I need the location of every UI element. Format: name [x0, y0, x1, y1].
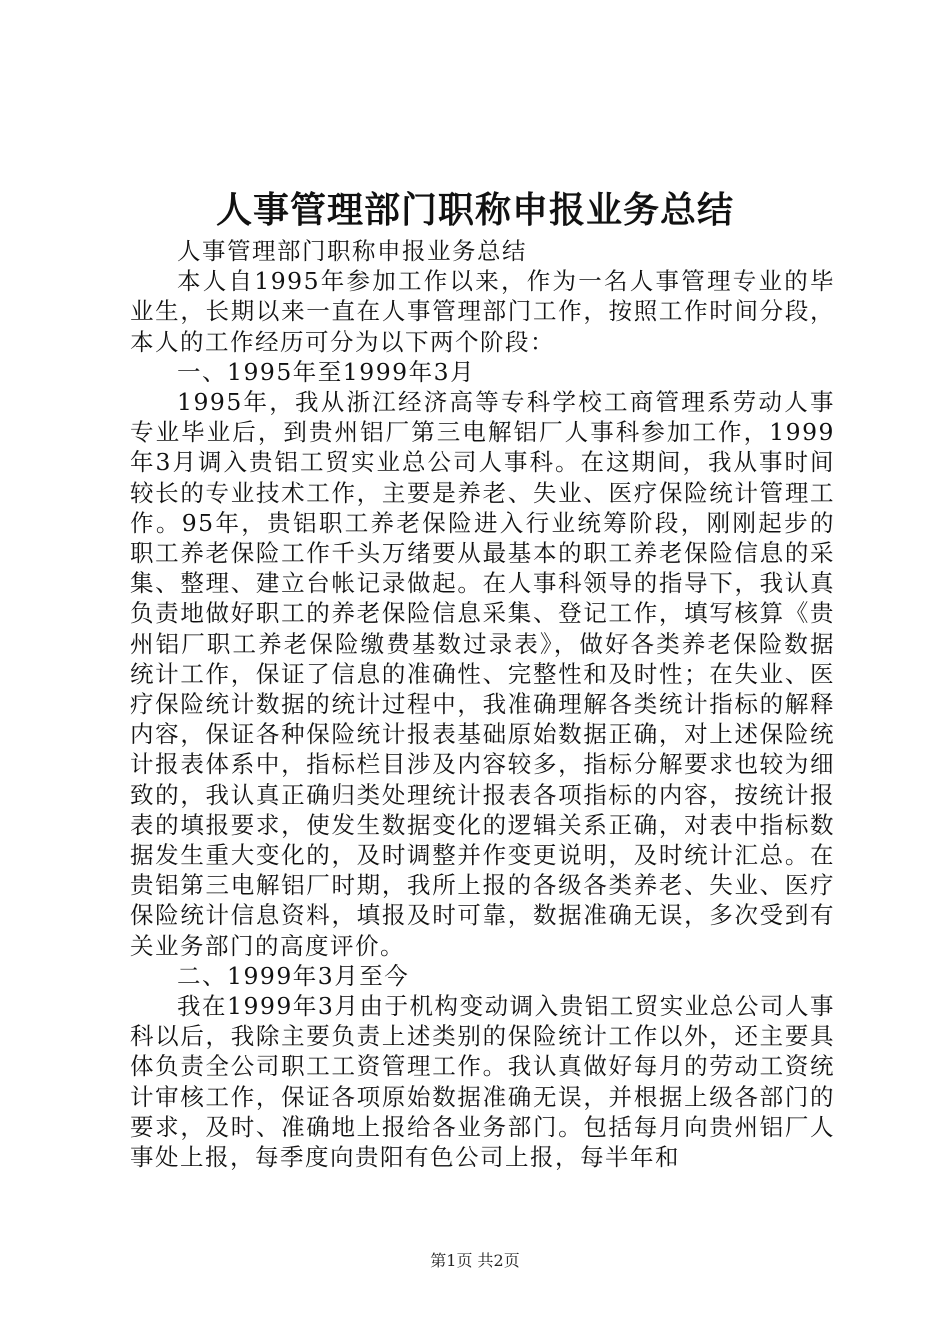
paragraph-intro: 本人自1995年参加工作以来，作为一名人事管理专业的毕业生，长期以来一直在人事管理部门工作，按照工作时间分段，本人的工作经历可分为以下两个阶段： [130, 267, 835, 356]
document-body [130, 236, 835, 1172]
document-title: 人事管理部门职称申报业务总结 [215, 189, 734, 231]
paragraph-section-1: 1995年，我从浙江经济高等专科学校工商管理系劳动人事专业毕业后，到贵州铝厂第三电解铝厂人事科参加工作，1999年3月调入贵铝工贸实业总公司人事科。在这期间，我从事时间较长的专业技术工作，主要是养老、失业、医疗保险统计管理工作。95年，贵铝职工养老保险进入行业统筹阶段，刚刚起步的职工养老保险工作千头万绪要从最基本的职工养老保险信息的采集、整理、建立台帐记录做起。在人事科领导的指导下，我认真负责地做好职工的养老保险信息采集、登记工作，填写核算《贵州铝厂职工养老保险缴费基数过录表》，做好各类养老保险数据统计工作，保证了信息的准确性、完整性和及时性；在失业、医疗保险统计数据的统计过程中，我准确理解各类统计指标的解释内容，保证各种保险统计报表基础原始数据正确，对上述保险统计报表体系中，指标栏目涉及内容较多，指标分解要求也较为细致的，我认真正确归类处理统计报表各项指标的内容，按统计报表的填报要求，使发生数据变化的逻辑关系正确，对表中指标数据发生重大变化的，及时调整并作变更说明，及时统计汇总。在贵铝第三电解铝厂时期，我所上报的各级各类养老、失业、医疗保险统计信息资料，填报及时可靠，数据准确无误，多次受到有关业务部门的高度评价。 [130, 388, 835, 960]
paragraph-subtitle: 人事管理部门职称申报业务总结 [177, 237, 527, 265]
page-footer: 第1页 共2页 [430, 1251, 520, 1270]
section-heading-1: 一、1995年至1999年3月 [177, 357, 476, 386]
paragraph-section-2: 我在1999年3月由于机构变动调入贵铝工贸实业总公司人事科以后，我除主要负责上述类别的保险统计工作以外，还主要具体负责全公司职工工资管理工作。我认真做好每月的劳动工资统计审核工作，保证各项原始数据准确无误，并根据上级各部门的要求，及时、准确地上报给各业务部门。包括每月向贵州铝厂人事处上报，每季度向贵阳有色公司上报，每半年和 [130, 992, 835, 1172]
section-heading-2: 二、1999年3月至今 [177, 961, 410, 990]
